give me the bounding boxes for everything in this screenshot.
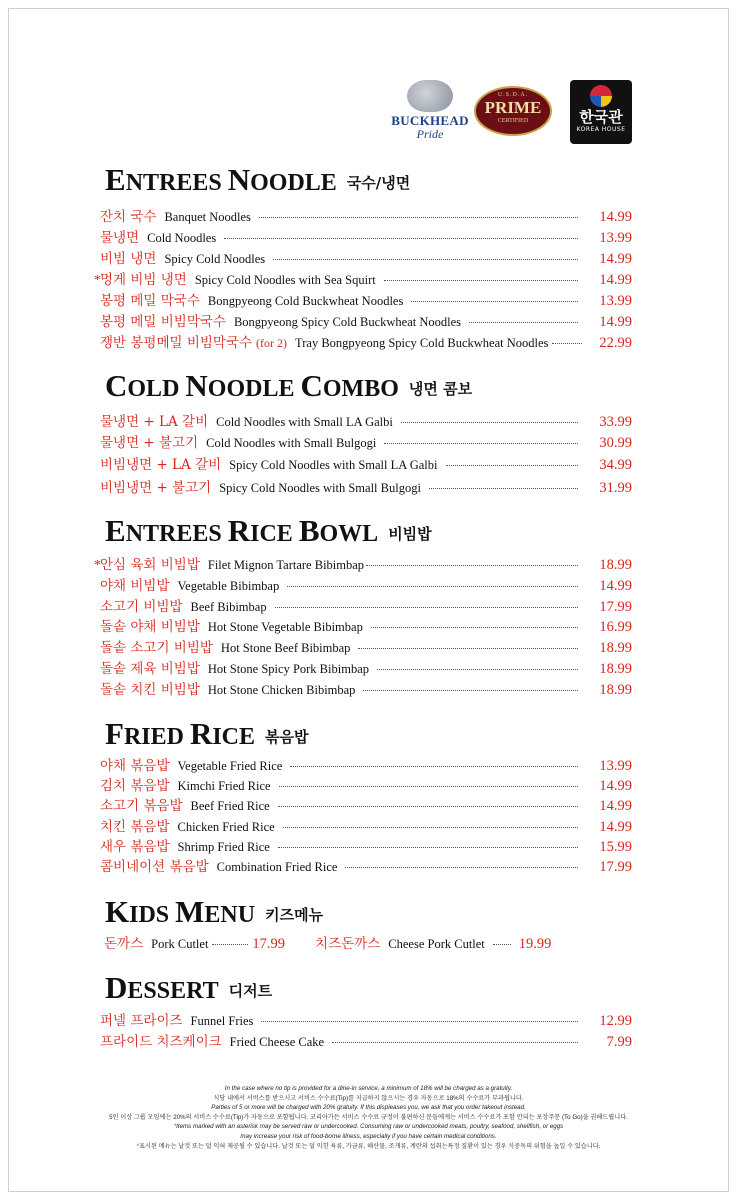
taegeuk-icon	[590, 85, 612, 107]
menu-item: 비빔 냉면 Spicy Cold Noodles 14.99	[100, 251, 632, 267]
logo-strip	[388, 80, 638, 150]
footer-disclaimer: In the case where no tip is provided for a dine-in service, a minimum of 18% will be charged as a gratuity. 식당 내에서 서비스를 받으시고 서비스 수수료(Tip)를 지급하지 않으시는 경우 자동으로 18%의 수수료가 부과됩니다. Parties of 5 or more will be charged with 20% gratuity. If this displeases you, we ask that you order takeout instead. 5인 이상 그룹 모임에는 20%의 서비스 수수료(Tip)가 자동으로 포함됩니다. 코리아가든 서비스 수수료 규정이 불편하신 분들에게는 서비스 수수료가 포함 안되는 포장주문 (To Go)을 권해드립니다. *Items marked with an asterisk may be served raw or undercooked. Consuming raw or undercooked meats, poultry, seafood, shellfish, or eggs may increase your risk of food-borne illness, especially if you have certain medical conditions. *표시된 메뉴는 날것 또는 덜 익혀 제공될 수 있습니다. 날것 또는 덜 익힌 육류, 가금류, 해산물, 조개류, 계란의 섭취는특정 질환이 있는 경우 식중독의 위험을 높일 수 있습니다.	[109, 1085, 628, 1150]
price: 22.99	[599, 335, 632, 351]
section-title-rice-bowl: ENTREES RICE BOWL 비빔밥	[105, 513, 432, 548]
section-title-ko: 냉면 콤보	[408, 379, 473, 398]
menu-item: 물냉면 + 불고기 Cold Noodles with Small Bulgogi 30.99	[100, 435, 632, 451]
menu-item: 치킨 볶음밥 Chicken Fried Rice 14.99	[100, 819, 632, 835]
menu-item: 물냉면 Cold Noodles 13.99	[100, 230, 632, 246]
section-title-dessert: DESSERT 디저트	[105, 970, 273, 1005]
price: 31.99	[599, 480, 632, 496]
menu-item: 새우 볶음밥 Shrimp Fried Rice 15.99	[100, 839, 632, 855]
price: 17.99	[599, 599, 632, 615]
price: 14.99	[599, 272, 632, 288]
menu-item: 비빔냉면 + LA 갈비 Spicy Cold Noodles with Small LA Galbi 34.99	[100, 457, 632, 473]
menu-item: 돌솥 야채 비빔밥 Hot Stone Vegetable Bibimbap 16.99	[100, 619, 632, 635]
price: 14.99	[599, 798, 632, 814]
price: 30.99	[599, 435, 632, 451]
kids-menu-row: 돈까스 Pork Cutlet 17.99 치즈돈까스 Cheese Pork Cutlet 19.99	[104, 936, 552, 952]
price: 34.99	[599, 457, 632, 473]
menu-item: 돌솥 제육 비빔밥 Hot Stone Spicy Pork Bibimbap 18.99	[100, 661, 632, 677]
price: 13.99	[599, 230, 632, 246]
buckhead-emblem-icon	[407, 80, 453, 112]
menu-item: 봉평 메밀 비빔막국수 Bongpyeong Spicy Cold Buckwheat Noodles 14.99	[100, 314, 632, 330]
price: 19.99	[518, 936, 552, 952]
section-title-combo: COLD NOODLE COMBO 냉면 콤보	[105, 368, 473, 403]
section-title-ko: 국수/냉면	[346, 173, 411, 192]
usda-prime-logo: U.S.D.A. PRIME CERTIFIED	[474, 86, 552, 136]
menu-item: 잔치 국수 Banquet Noodles 14.99	[100, 209, 632, 225]
korea-house-logo: 한국관 KOREA HOUSE	[570, 80, 632, 144]
price: 14.99	[599, 778, 632, 794]
section-title-ko: 볶음밥	[265, 727, 309, 746]
menu-item: 콤비네이션 볶음밥 Combination Fried Rice 17.99	[100, 859, 632, 875]
price: 18.99	[599, 557, 632, 573]
price: 14.99	[599, 209, 632, 225]
price: 7.99	[606, 1034, 632, 1050]
price: 14.99	[599, 314, 632, 330]
price: 18.99	[599, 661, 632, 677]
menu-item: 프라이드 치즈케이크 Fried Cheese Cake 7.99	[100, 1034, 632, 1050]
section-title-kids: KIDS MENU 키즈메뉴	[105, 894, 324, 929]
price: 15.99	[599, 839, 632, 855]
menu-item: 봉평 메밀 막국수 Bongpyeong Cold Buckwheat Noodles 13.99	[100, 293, 632, 309]
price: 13.99	[599, 758, 632, 774]
section-title-noodle: ENTREES NOODLE 국수/냉면	[105, 162, 411, 197]
price: 18.99	[599, 682, 632, 698]
menu-item: 야채 비빔밥 Vegetable Bibimbap 14.99	[100, 578, 632, 594]
buckhead-pride-logo: BUCKHEAD Pride	[390, 80, 470, 146]
menu-item: 소고기 비빔밥 Beef Bibimbap 17.99	[100, 599, 632, 615]
section-title-ko: 디저트	[228, 981, 273, 1000]
section-title-ko: 비빔밥	[388, 524, 432, 543]
price: 16.99	[599, 619, 632, 635]
section-title-fried-rice: FRIED RICE 볶음밥	[105, 716, 309, 751]
price: 12.99	[599, 1013, 632, 1029]
menu-item: 쟁반 봉평메밀 비빔막국수 (for 2) Tray Bongpyeong Spicy Cold Buckwheat Noodles 22.99	[100, 335, 632, 351]
price: 17.99	[599, 859, 632, 875]
menu-item: 돌솥 치킨 비빔밥 Hot Stone Chicken Bibimbap 18.99	[100, 682, 632, 698]
asterisk-marker: *	[94, 558, 101, 573]
menu-item: 비빔냉면 + 불고기 Spicy Cold Noodles with Small Bulgogi 31.99	[100, 480, 632, 496]
menu-item: * 멍게 비빔 냉면 Spicy Cold Noodles with Sea Squirt 14.99	[94, 272, 632, 288]
menu-item: 야채 볶음밥 Vegetable Fried Rice 13.99	[100, 758, 632, 774]
price: 14.99	[599, 251, 632, 267]
menu-item: * 안심 육회 비빔밥 Filet Mignon Tartare Bibimbap 18.99	[94, 557, 632, 573]
price: 14.99	[599, 819, 632, 835]
price: 14.99	[599, 578, 632, 594]
asterisk-marker: *	[94, 273, 101, 288]
section-title-ko: 키즈메뉴	[265, 905, 324, 924]
menu-item: 돌솥 소고기 비빔밥 Hot Stone Beef Bibimbap 18.99	[100, 640, 632, 656]
menu-item: 김치 볶음밥 Kimchi Fried Rice 14.99	[100, 778, 632, 794]
price: 18.99	[599, 640, 632, 656]
price: 33.99	[599, 414, 632, 430]
menu-item: 퍼넬 프라이즈 Funnel Fries 12.99	[100, 1013, 632, 1029]
menu-item: 물냉면 + LA 갈비 Cold Noodles with Small LA Galbi 33.99	[100, 414, 632, 430]
price: 17.99	[252, 936, 286, 952]
menu-item: 소고기 볶음밥 Beef Fried Rice 14.99	[100, 798, 632, 814]
price: 13.99	[599, 293, 632, 309]
